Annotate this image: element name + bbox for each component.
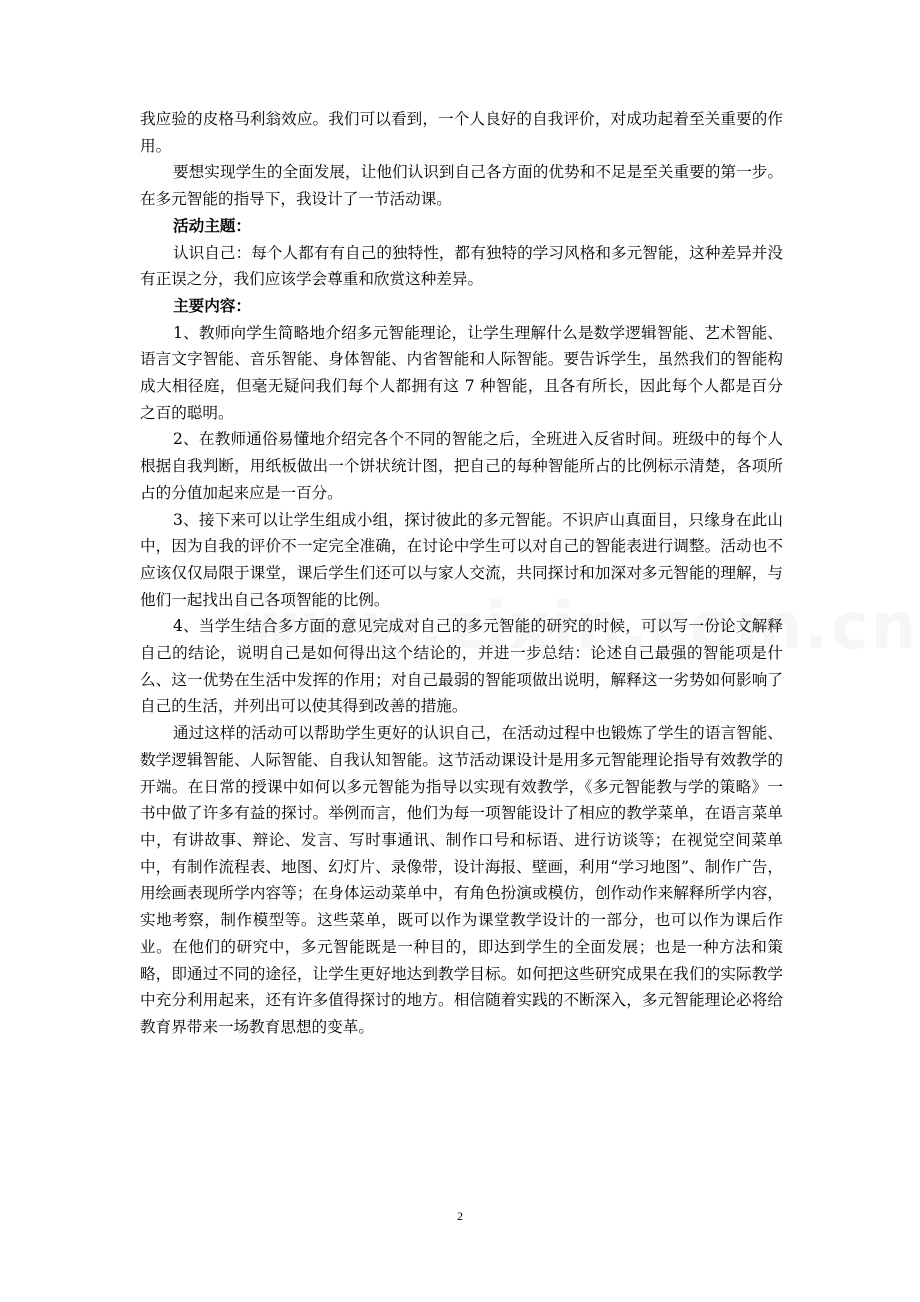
paragraph-step-3: 3、接下来可以让学生组成小组，探讨彼此的多元智能。不识庐山真面目，只缘身在此山中，因为自我的评价不一定完全准确，在讨论中学生可以对自己的智能表进行调整。活动也不应该仅仅局限于课堂，课后学生们还可以与家人交流，共同探讨和加深对多元智能的理解，与他们一起找出自己各项智能的比例。 (140, 510, 783, 609)
page-number: 2 (457, 1209, 463, 1223)
paragraph-know-yourself: 认识自己：每个人都有有自己的独特性，都有独特的学习风格和多元智能，这种差异并没有正误之分，我们应该学会尊重和欣赏这种差异。 (140, 243, 783, 289)
paragraph-continuation: 我应验的皮格马利翁效应。我们可以看到，一个人良好的自我评价，对成功起着至关重要的作用。 (140, 110, 783, 155)
heading-main-content: 主要内容： (173, 295, 251, 315)
heading-activity-theme: 活动主题： (173, 215, 251, 235)
paragraph-step-1: 1、教师向学生简略地介绍多元智能理论，让学生理解什么是数学逻辑智能、艺术智能、语言文字智能、音乐智能、身体智能、内省智能和人际智能。要告诉学生，虽然我们的智能构成大相径庭，但毫无疑问我们每个人都拥有这 7 种智能，且各有所长，因此每个人都是百分之百的聪明。 (140, 323, 783, 422)
document-body (140, 106, 783, 1041)
paragraph-step-2: 2、在教师通俗易懂地介绍完各个不同的智能之后，全班进入反省时间。班级中的每个人根据自我判断，用纸板做出一个饼状统计图，把自己的每种智能所占的比例标示清楚，各项所占的分值加起来应是一百分。 (140, 430, 783, 502)
paragraph-step-4: 4、当学生结合多方面的意见完成对自己的多元智能的研究的时候，可以写一份论文解释自己的结论，说明自己是如何得出这个结论的，并进一步总结：论述自己最强的智能项是什么、这一优势在生活中发挥的作用；对自己最弱的智能项做出说明，解释这一劣势如何影响了自己的生活，并列出可以使其得到改善的措施。 (140, 617, 783, 716)
paragraph-conclusion: 通过这样的活动可以帮助学生更好的认识自己，在活动过程中也锻炼了学生的语言智能、数学逻辑智能、人际智能、自我认知智能。这节活动课设计是用多元智能理论指导有效教学的开端。在日常的授课中如何以多元智能为指导以实现有效教学，《多元智能教与学的策略》一书中做了许多有益的探讨。举例而言，他们为每一项智能设计了相应的教学菜单，在语言菜单中，有讲故事、辩论、发言、写时事通讯、制作口号和标语、进行访谈等；在视觉空间菜单中，有制作流程表、地图、幻灯片、录像带，设计海报、壁画，利用“学习地图”、制作广告，用绘画表现所学内容等；在身体运动菜单中，有角色扮演或模仿，创作动作来解释所学内容，实地考察，制作模型等。这些菜单，既可以作为课堂教学设计的一部分，也可以作为课后作业。在他们的研究中，多元智能既是一种目的，即达到学生的全面发展；也是一种方法和策略，即通过不同的途径，让学生更好地达到教学目标。如何把这些研究成果在我们的实际教学中充分利用起来，还有许多值得探讨的地方。相信随着实践的不断深入，多元智能理论必将给教育界带来一场教育思想的变革。 (140, 724, 783, 1036)
paragraph-goal: 要想实现学生的全面发展，让他们认识到自己各方面的优势和不足是至关重要的第一步。在多元智能的指导下，我设计了一节活动课。 (140, 163, 783, 209)
